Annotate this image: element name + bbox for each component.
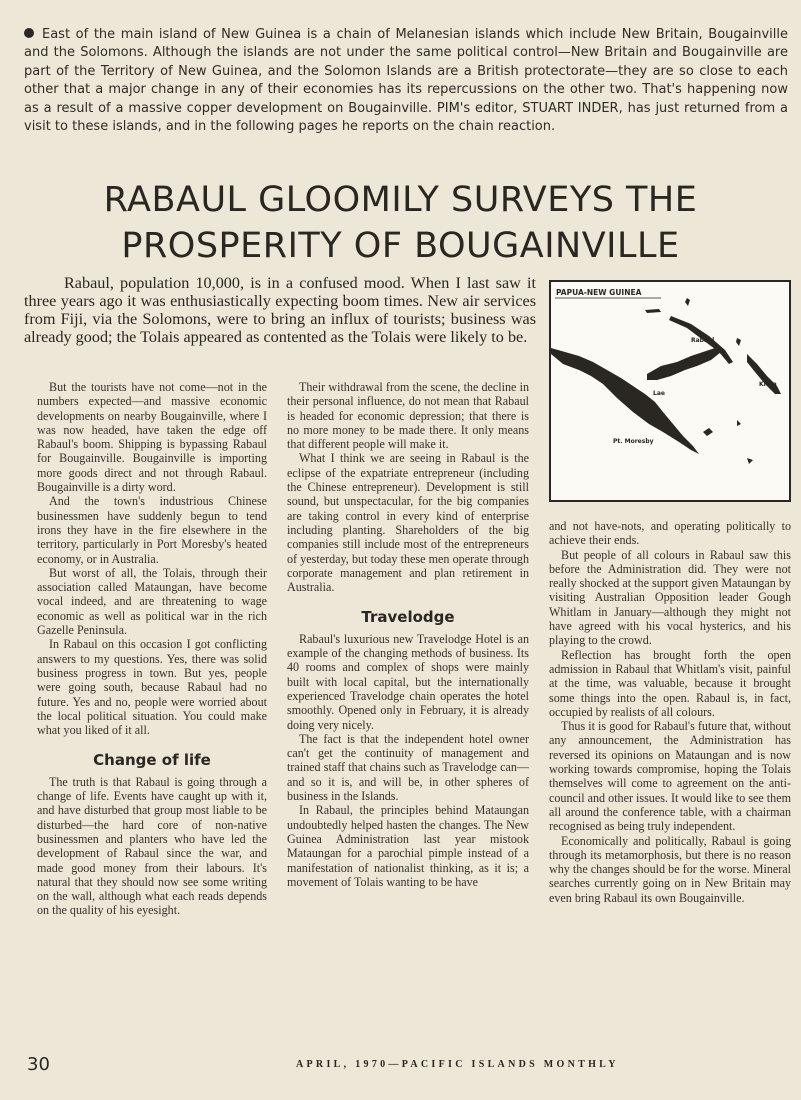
page-footer <box>0 1047 801 1087</box>
intro-text: East of the main island of New Guinea is a chain of Melanesian islands which include New Britain, Bougainville and the Solomons. Although the islands are not under the same political control—New Britain and Bougainville are part of the Territory of New Guinea, and the Solomon Islands are a British protectorate—they are so close to each other that a major change in any of their economies has its repercussions on the other two. That's happening now as a result of a massive copper development on Bougainville. PIM's editor, STUART INDER, has just returned from a visit to these islands, and in the following pages he reports on the chain reaction. <box>24 27 788 135</box>
map-label-port-moresby: Pt. Moresby <box>613 438 654 445</box>
map-label-rabaul: Rabaul <box>691 337 715 344</box>
island-shape <box>703 428 713 436</box>
paragraph: and not have-nots, and operating politically to achieve their ends. <box>549 519 791 548</box>
column-2 <box>287 380 529 889</box>
headline-line-1: RABAUL GLOOMILY SURVEYS THE <box>103 180 698 220</box>
bullet-icon <box>24 28 34 38</box>
paragraph: But people of all colours in Rabaul saw this before the Administration did. They were not really shocked at the support given Mataungan by visiting Australian Opposition leader Gough Whitlam in January—although they might not have agreed with his vocal hysterics, and his playing to the crowd. <box>549 547 791 648</box>
paragraph: Reflection has brought forth the open admission in Rabaul that Whitlam's visit, painful at the time, was valuable, because it brought some things into the open. Rabaul is, in fact, occupied by realists of all colours. <box>549 647 791 719</box>
paragraph: But the tourists have not come—not in the numbers expected—and massive economic developments on nearby Bougainville, where I was now headed, have taken the edge off Rabaul's boom. Shipping is bypassing Rabaul for Bougainville. Bougainville is importing more goods direct and not through Rabaul. Bougainville is a dirty word. <box>37 380 267 495</box>
running-title: APRIL, 1970—PACIFIC ISLANDS MONTHLY <box>296 1059 619 1070</box>
subhead-change-of-life: Change of life <box>93 751 211 770</box>
paragraph: The fact is that the independent hotel owner can't get the continuity of management and trained staff that chains such as Travelodge can—and so it is, and will be, in other spheres of business in the Islands. <box>287 731 529 804</box>
new-britain-shape <box>647 348 721 380</box>
manus-island-shape <box>645 309 661 313</box>
lead-text: Rabaul, population 10,000, is in a confused mood. When I last saw it three years ago it was enthusiastically expecting boom times. New air services from Fiji, via the Solomons, were to bring an influx of tourists; business was already good; the Tolais appeared as contented as the Tolais were likely to be. <box>24 274 536 346</box>
paragraph: And the town's industrious Chinese businessmen have suddenly begun to tend irons they have in the fire elsewhere in the territory, particularly in Port Moresby's heated economy, or in Australia. <box>37 494 267 566</box>
paragraph: Economically and politically, Rabaul is going through its metamorphosis, but there is no reason why the changes should be for the worse. Mineral searches currently going on in New Britain may even bring Rabaul its own Bougainville. <box>549 833 791 905</box>
paragraph: Rabaul's luxurious new Travelodge Hotel is an example of the changing methods of business. Its 40 rooms and complex of shops were mainly built with local capital, but the internationally experienced Travelodge chain operates the hotel smoothly. Opened only in February, it is already doing very nicely. <box>287 631 529 732</box>
island-shape <box>736 338 741 346</box>
column-1 <box>37 380 267 918</box>
map-papua-new-guinea <box>549 280 791 502</box>
map-label-lae: Lae <box>653 390 665 397</box>
lead-paragraph <box>24 274 536 346</box>
headline-line-2: PROSPERITY OF BOUGAINVILLE <box>121 226 680 266</box>
island-shape <box>737 420 741 426</box>
page-number: 30 <box>27 1054 50 1075</box>
paragraph: Their withdrawal from the scene, the decline in their personal influence, do not mean that Rabaul is headed for economic depression; that there is no more money to be made there. It only means that different people will make it. <box>287 380 529 452</box>
paragraph: But worst of all, the Tolais, through their association called Mataungan, have become vocal indeed, and are threatening to wage economic as well as political war in the rich Gazelle Peninsula. <box>37 565 267 638</box>
paragraph: What I think we are seeing in Rabaul is the eclipse of the expatriate entrepreneur (including the Chinese entrepreneur). Development is still sound, but unspectacular, for the big companies are taking control in every kind of enterprise including planting. Shareholders of the big companies still include most of the entrepreneurs of yesterday, but today these men operate through corporate management and plan retirement in Australia. <box>287 451 529 595</box>
island-shape <box>685 298 690 306</box>
paragraph: Thus it is good for Rabaul's future that, without any announcement, the Administration has reversed its opinions on Mataungan and is now working towards compromise, hoping the Tolais themselves will come to agreement on the anti-council and other issues. It would like to see them all around the conference table, with a chairman recognised as being truly independent. <box>549 719 791 834</box>
map-title: PAPUA-NEW GUINEA <box>556 288 642 297</box>
column-3 <box>549 519 791 905</box>
subhead-travelodge: Travelodge <box>361 608 455 627</box>
map-graphic <box>551 282 789 500</box>
bougainville-shape <box>747 354 781 394</box>
map-label-kieta: Kieta <box>759 381 777 388</box>
paragraph: In Rabaul, the principles behind Mataungan undoubtedly helped hasten the changes. The New Guinea Administration last year mistook Mataungan for a parochial pimple instead of a manifestation of nationalist thinking, as it is; a movement of Tolais wanting to be have <box>287 803 529 889</box>
island-shape <box>747 458 753 464</box>
intro-paragraph <box>24 26 788 136</box>
paragraph: In Rabaul on this occasion I got conflicting answers to my questions. Yes, there was solid business progress in town. But yes, people were going south, because Rabaul had no future. Yes and no, people were worried about the local political situation. You could make what you liked of it all. <box>37 637 267 738</box>
paragraph: The truth is that Rabaul is going through a change of life. Events have caught up with it, and have disturbed that group most liable to be disturbed—the hard core of non-native businessmen and planters who have led the development of Rabaul since the war, and made good money from their labours. It's natural that they should now see some writing on the wall, although what each reads depends on the quality of his eyesight. <box>37 774 267 918</box>
